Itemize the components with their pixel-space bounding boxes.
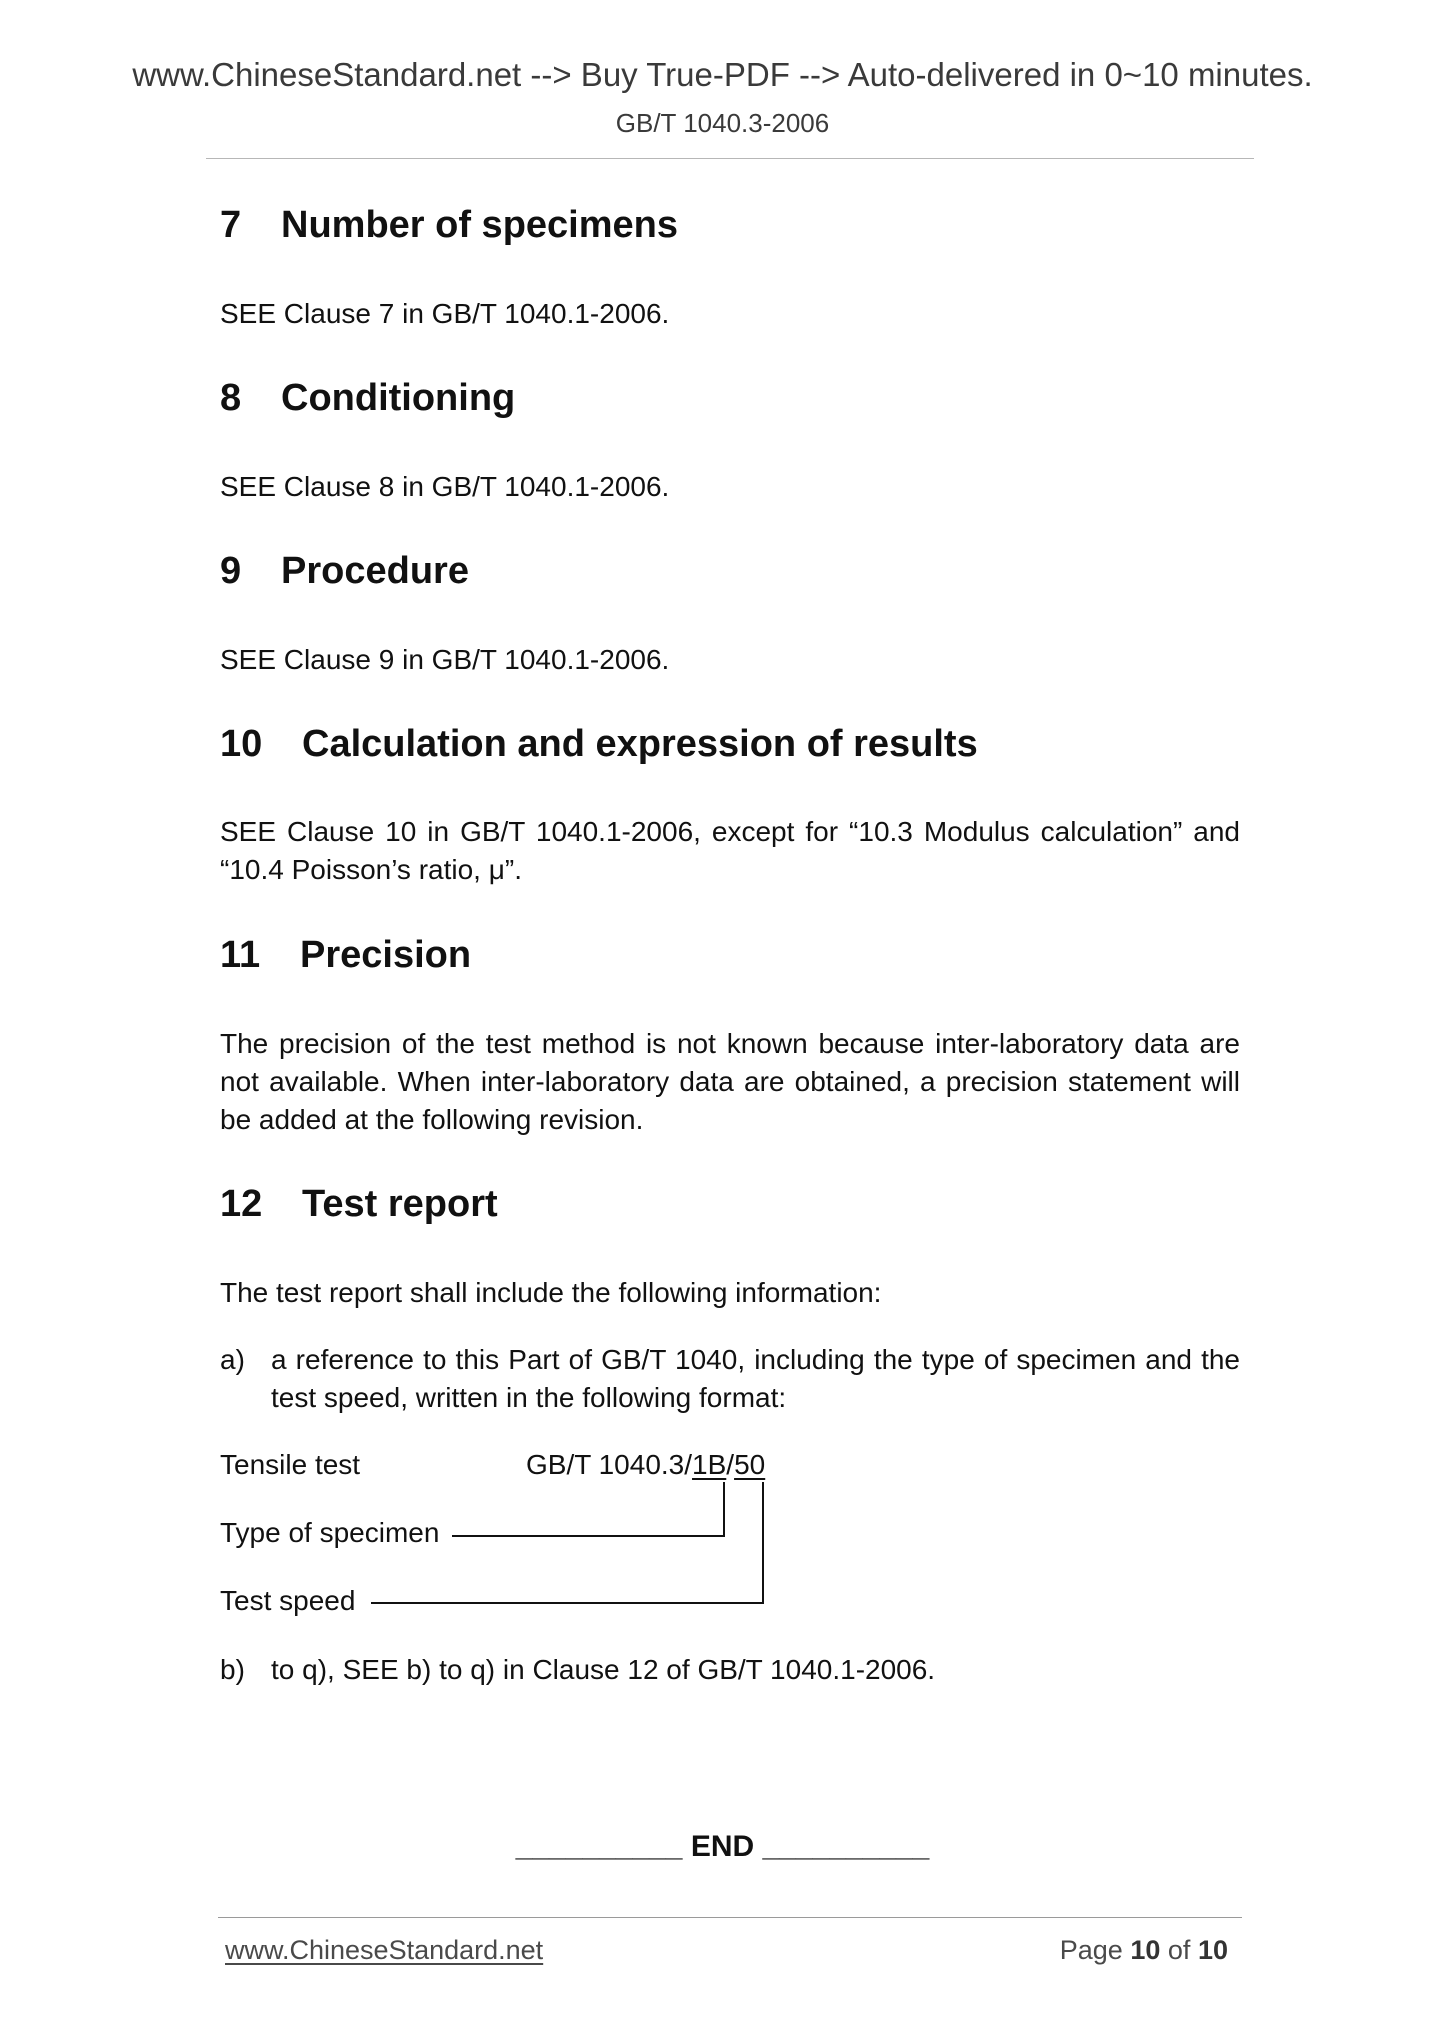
list-item-label: b) [220,1654,245,1685]
section-7-heading [220,204,678,247]
of-word: of [1167,1935,1191,1965]
list-item-text: a reference to this Part of GB/T 1040, including the type of specimen and the test speed, written in the following format: [271,1344,1240,1413]
footer-site-link[interactable]: www.ChineseStandard.net [225,1935,544,1965]
page-number: 10 [1130,1935,1161,1965]
section-number: 12 [220,1183,263,1225]
format-name: Tensile test [220,1449,361,1480]
section-title: Precision [300,934,472,976]
list-item-text: to q), SEE b) to q) in Clause 12 of GB/T 1040.1-2006. [271,1654,936,1685]
section-8-body: SEE Clause 8 in GB/T 1040.1-2006. [220,471,670,502]
section-number: 11 [220,934,261,976]
page-indicator [1000,1935,1228,1966]
section-title: Calculation and expression of results [302,723,978,765]
specimen-connector-vertical [723,1482,725,1536]
section-title: Conditioning [281,377,516,419]
footer-divider [218,1917,1242,1918]
list-item-label: a) [220,1344,245,1375]
designation-separator: / [726,1449,735,1480]
speed-connector-horizontal [371,1602,764,1604]
header-divider [206,158,1254,159]
section-title: Number of specimens [281,204,678,246]
page-word: Page [1059,1935,1123,1965]
section-10-heading [220,723,978,766]
end-marker: __________ END __________ [515,1830,930,1863]
specimen-type-label: Type of specimen [220,1517,440,1548]
format-designation [526,1446,765,1484]
test-speed-code: 50 [734,1449,766,1480]
section-number: 8 [220,377,242,419]
section-7-body: SEE Clause 7 in GB/T 1040.1-2006. [220,298,670,329]
header-banner: www.ChineseStandard.net --> Buy True-PDF --> Auto-delivered in 0~10 minutes. [132,56,1313,93]
page-total: 10 [1197,1935,1228,1965]
section-title: Test report [302,1183,498,1225]
section-12-body: The test report shall include the following information: [220,1277,882,1308]
section-9-heading [220,550,469,593]
designation-prefix: GB/T 1040.3/ [526,1449,693,1480]
test-speed-label: Test speed [220,1585,356,1616]
section-number: 7 [220,204,242,246]
section-10-body: SEE Clause 10 in GB/T 1040.1-2006, except for “10.3 Modulus calculation” and “10.4 Poisson’s ratio, μ”. [220,816,1240,885]
section-9-body: SEE Clause 9 in GB/T 1040.1-2006. [220,644,670,675]
section-11-body: The precision of the test method is not known because inter-laboratory data are not available. When inter-laboratory data are obtained, a precision statement will be added at the following revision. [220,1028,1240,1135]
specimen-connector-horizontal [452,1535,725,1537]
header-doc-id: GB/T 1040.3-2006 [615,108,830,138]
section-title: Procedure [281,550,469,592]
section-number: 9 [220,550,242,592]
section-12-heading [220,1183,498,1226]
speed-connector-vertical [762,1482,764,1604]
section-number: 10 [220,723,263,765]
section-8-heading [220,377,515,420]
specimen-type-code: 1B [692,1449,727,1480]
section-11-heading [220,934,471,977]
